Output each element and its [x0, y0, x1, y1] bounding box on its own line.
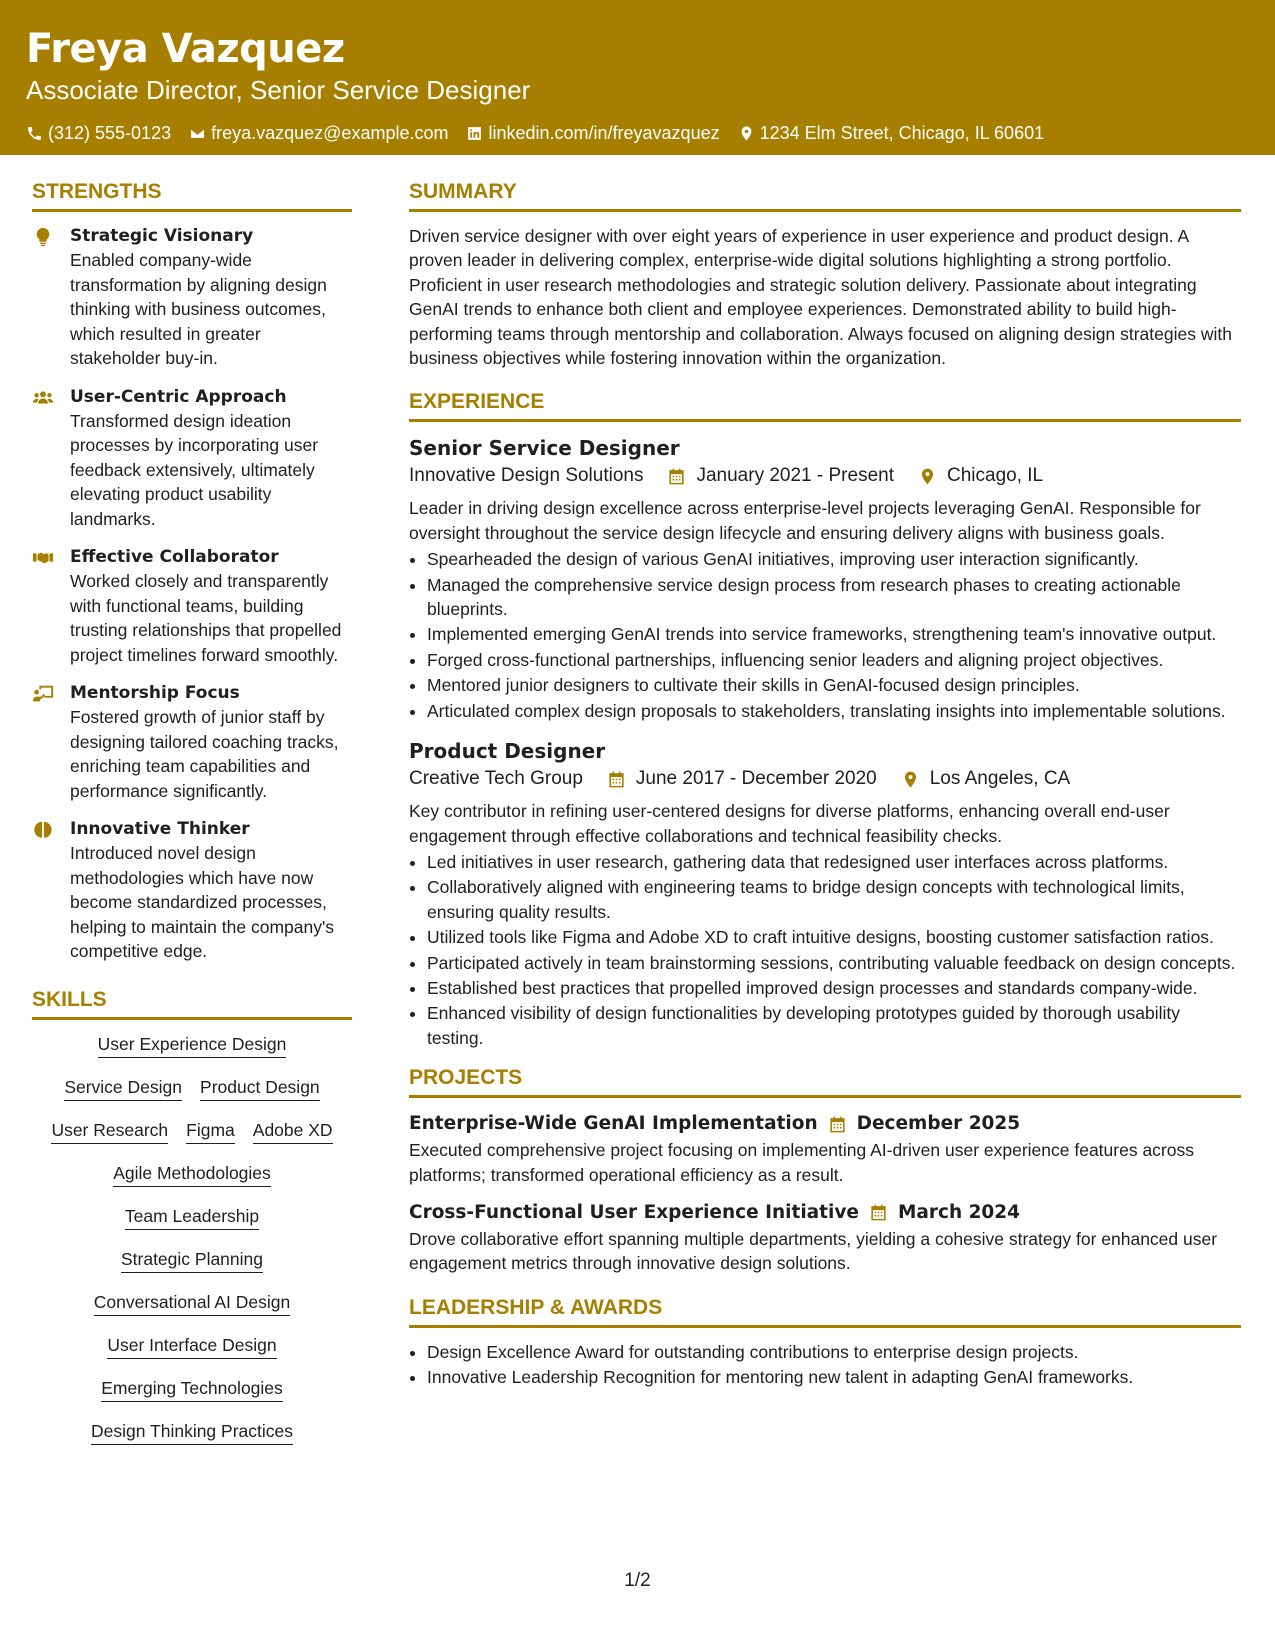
strength-item: [32, 224, 352, 371]
skill-tag: Team Leadership: [125, 1204, 259, 1230]
skill-tag: Strategic Planning: [121, 1247, 263, 1273]
contact-address: [738, 121, 1045, 145]
contact-bar: [26, 121, 1249, 145]
skill-row: [107, 1333, 276, 1359]
job-meta: [409, 462, 1241, 490]
skill-tag: User Research: [51, 1118, 168, 1144]
strength-name: Strategic Visionary: [70, 226, 254, 246]
skills-list: [32, 1032, 352, 1462]
job-bullet: • Managed the comprehensive service design process from research phases to creating actionable blueprints.: [427, 573, 1241, 622]
summary-text: Driven service designer with over eight years of experience in user experience and product design. A proven leader in delivering complex, enterprise-wide digital solutions highlighting a strong portfolio. Proficient in user research methodologies and strategic solution delivery. Passionate about integrating GenAI trends to enhance both client and employee experiences. Demonstrated ability to build high-performing teams through mentorship and collaboration. Always focused on aligning design strategies with business objectives while fostering innovation within the organization.: [409, 226, 1232, 369]
job-bullet: • Implemented emerging GenAI trends into service frameworks, strengthening team's innovative output.: [427, 622, 1241, 646]
job-bullet: • Forged cross-functional partnerships, influencing senior leaders and aligning project objectives.: [427, 648, 1241, 672]
chalkboard-teacher-icon: [32, 683, 54, 705]
skill-tag: User Interface Design: [107, 1333, 276, 1359]
phone-icon: [26, 125, 43, 142]
summary-heading: SUMMARY: [409, 178, 1241, 212]
candidate-title: Associate Director, Senior Service Designer: [26, 75, 531, 105]
job-title: Senior Service Designer: [409, 436, 680, 461]
job-description: Key contributor in refining user-centered designs for diverse platforms, enhancing overall end-user engagement through effective collaborations and technical feasibility checks.: [409, 801, 1170, 846]
job-description: Leader in driving design excellence across enterprise-level projects leveraging GenAI. Responsible for oversight throughout the service design lifecycle and ensuring delivery aligns with business goals.: [409, 498, 1201, 543]
linkedin-text: linkedin.com/in/freyavazquez: [488, 123, 720, 143]
skill-tag: Design Thinking Practices: [91, 1419, 293, 1445]
page-number: 1/2: [624, 1570, 651, 1591]
job-bullets: [409, 547, 1241, 723]
skill-row: [51, 1118, 332, 1144]
skill-row: [64, 1075, 319, 1101]
strength-name: User-Centric Approach: [70, 386, 287, 407]
lightbulb-icon: [32, 226, 54, 248]
contact-phone[interactable]: [26, 121, 171, 145]
job-dates: June 2017 - December 2020: [635, 768, 877, 790]
phone-text: (312) 555-0123: [48, 123, 172, 143]
resume-header: [0, 0, 1275, 155]
map-marker-icon: [738, 125, 755, 142]
projects-heading: PROJECTS: [409, 1064, 1241, 1098]
job-title: Product Designer: [409, 739, 606, 764]
job-meta: [409, 765, 1241, 793]
project-name: Enterprise-Wide GenAI Implementation: [409, 1113, 818, 1135]
job-company: Innovative Design Solutions: [409, 465, 644, 487]
brain-icon: [32, 819, 54, 841]
project-entry: [409, 1110, 1241, 1187]
award-item: • Design Excellence Award for outstanding contributions to enterprise design projects.: [427, 1340, 1241, 1364]
address-text: 1234 Elm Street, Chicago, IL 60601: [759, 123, 1045, 143]
award-item: • Innovative Leadership Recognition for mentoring new talent in adapting GenAI frameworks.: [427, 1365, 1241, 1389]
strength-desc: Enabled company-wide transformation by aligning design thinking with business outcomes, which resulted in greater stakeholder buy-in.: [70, 250, 327, 368]
skill-tag: Emerging Technologies: [101, 1376, 283, 1402]
project-entry: [409, 1199, 1241, 1276]
skill-tag: User Experience Design: [98, 1032, 287, 1058]
calendar-icon: [828, 1115, 847, 1134]
project-description: Executed comprehensive project focusing on implementing AI-driven user experience features across platforms; transformed operational efficiency as a result.: [409, 1140, 1194, 1185]
job-bullet: • Mentored junior designers to cultivate their skills in GenAI-focused design principles.: [427, 673, 1241, 697]
contact-email[interactable]: [189, 121, 448, 145]
linkedin-icon: [466, 125, 483, 142]
job-bullet: • Led initiatives in user research, gathering data that redesigned user interfaces across platforms.: [427, 850, 1241, 874]
job-bullet: • Participated actively in team brainstorming sessions, contributing valuable feedback on design concepts.: [427, 951, 1241, 975]
strength-desc: Introduced novel design methodologies which have now become standardized processes, helping to maintain the company's competitive edge.: [70, 843, 335, 961]
map-marker-icon: [918, 467, 937, 486]
project-header: [409, 1110, 1241, 1138]
strength-desc: Worked closely and transparently with functional teams, building trusting relationships that propelled project timelines forward smoothly.: [70, 571, 342, 665]
right-column: [409, 178, 1241, 1391]
awards-list: [409, 1340, 1241, 1390]
skill-row: [101, 1376, 283, 1402]
calendar-icon: [869, 1203, 888, 1222]
strength-item: [32, 817, 352, 964]
job-company: Creative Tech Group: [409, 768, 583, 790]
project-name: Cross-Functional User Experience Initiative: [409, 1201, 859, 1223]
strengths-heading: STRENGTHS: [32, 178, 352, 212]
skill-tag: Service Design: [64, 1075, 182, 1101]
skill-tag: Adobe XD: [253, 1118, 333, 1144]
strength-name: Effective Collaborator: [70, 547, 279, 567]
skill-row: [94, 1290, 291, 1316]
job-bullet: • Collaboratively aligned with engineering teams to bridge design concepts with technological limits, ensuring quality results.: [427, 875, 1241, 924]
strength-item: [32, 681, 352, 803]
job-bullet: • Enhanced visibility of design functionalities by developing prototypes guided by thorough usability testing.: [427, 1001, 1241, 1050]
awards-heading: LEADERSHIP & AWARDS: [409, 1294, 1241, 1328]
skill-tag: Figma: [186, 1118, 235, 1144]
strength-desc: Transformed design ideation processes by incorporating user feedback extensively, ultimately elevating product usability landmarks.: [70, 410, 319, 529]
skill-row: [125, 1204, 259, 1230]
job-bullets: [409, 850, 1241, 1050]
job-entry: [409, 434, 1241, 723]
strength-name: Mentorship Focus: [70, 683, 240, 703]
skill-tag: Conversational AI Design: [94, 1290, 291, 1316]
contact-linkedin[interactable]: [466, 121, 719, 145]
strength-item: [32, 385, 352, 532]
job-entry: [409, 737, 1241, 1050]
job-bullet: • Established best practices that propelled improved design processes and standards company-wide.: [427, 976, 1241, 1000]
skill-tag: Agile Methodologies: [113, 1161, 271, 1187]
users-icon: [32, 387, 54, 409]
envelope-icon: [189, 125, 206, 142]
job-dates: January 2021 - Present: [696, 465, 894, 487]
calendar-icon: [607, 770, 626, 789]
job-bullet: • Spearheaded the design of various GenAI initiatives, improving user interaction significantly.: [427, 547, 1241, 571]
calendar-icon: [667, 467, 686, 486]
job-bullet: • Articulated complex design proposals to stakeholders, translating insights into implementable solutions.: [427, 699, 1241, 723]
project-date: March 2024: [897, 1201, 1021, 1223]
job-location: Los Angeles, CA: [929, 768, 1071, 790]
strength-name: Innovative Thinker: [70, 819, 250, 839]
job-location: Chicago, IL: [947, 465, 1044, 487]
strength-item: [32, 545, 352, 667]
skill-row: [113, 1161, 271, 1187]
project-date: December 2025: [856, 1113, 1021, 1135]
strength-desc: Fostered growth of junior staff by designing tailored coaching tracks, enriching team capabilities and performance significantly.: [70, 707, 339, 801]
handshake-icon: [32, 547, 54, 569]
skill-tag: Product Design: [200, 1075, 320, 1101]
project-description: Drove collaborative effort spanning multiple departments, yielding a cohesive strategy for enhanced user engagement metrics through innovative design solutions.: [409, 1228, 1218, 1274]
experience-heading: EXPERIENCE: [409, 388, 1241, 422]
skill-row: [121, 1247, 263, 1273]
skill-row: [98, 1032, 287, 1058]
map-marker-icon: [901, 770, 920, 789]
email-text: freya.vazquez@example.com: [211, 123, 449, 143]
job-bullet: • Utilized tools like Figma and Adobe XD to craft intuitive designs, boosting customer satisfaction ratios.: [427, 925, 1241, 949]
project-header: [409, 1199, 1241, 1227]
skills-heading: SKILLS: [32, 986, 352, 1020]
candidate-name: Freya Vazquez: [26, 26, 345, 72]
skill-row: [91, 1419, 293, 1445]
left-column: [32, 178, 352, 1462]
